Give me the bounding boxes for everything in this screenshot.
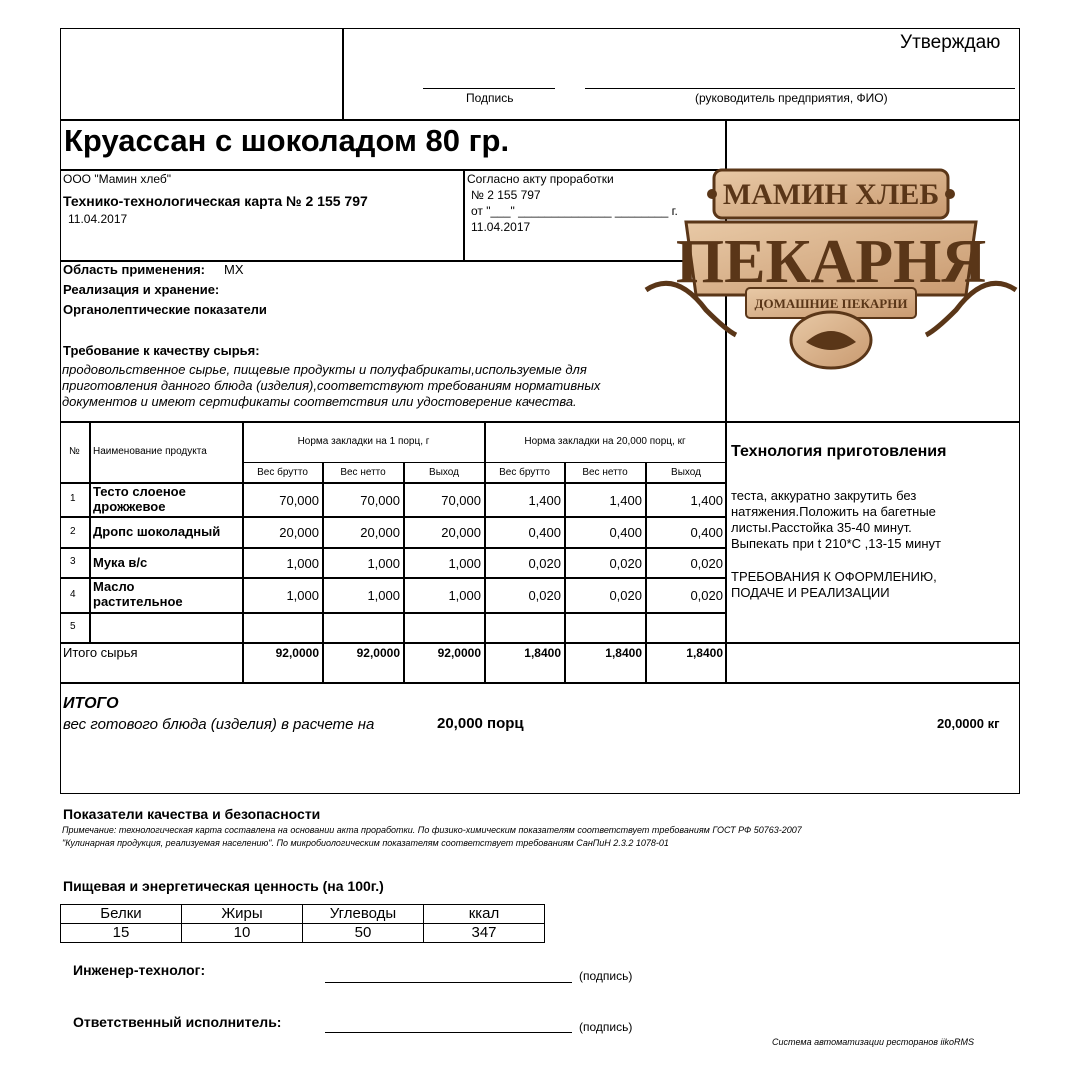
act-number: № 2 155 797	[471, 188, 541, 202]
cell: 1,000	[448, 556, 481, 571]
manager-caption: (руководитель предприятия, ФИО)	[695, 91, 888, 105]
table-bottom	[60, 682, 1020, 684]
nutrition-value-fat: 10	[182, 924, 303, 943]
logo-main-text: ПЕКАРНЯ	[675, 228, 987, 296]
sub-gross-1: Вес брутто	[257, 467, 308, 478]
cell: 0,020	[609, 556, 642, 571]
row4-bottom	[60, 612, 726, 614]
sub-net-1: Вес нетто	[340, 467, 386, 478]
nutrition-header-carbs: Углеводы	[303, 905, 424, 924]
nutrition-header-protein: Белки	[61, 905, 182, 924]
row2-bottom	[60, 547, 726, 549]
storage-label: Реализация и хранение:	[63, 282, 220, 297]
card-date: 11.04.2017	[68, 212, 128, 226]
quality-title: Показатели качества и безопасности	[63, 806, 321, 822]
logo-top-text: МАМИН ХЛЕБ	[722, 178, 940, 211]
total-cell: 92,0000	[356, 646, 400, 660]
logo-sub-text: ДОМАШНИЕ ПЕКАРНИ	[754, 296, 908, 311]
itogo-label: ИТОГО	[63, 695, 119, 712]
cell: 0,020	[528, 588, 561, 603]
nutrition-title: Пищевая и энергетическая ценность (на 100г.)	[63, 878, 384, 894]
footer-system: Система автоматизации ресторанов iikoRMS	[772, 1037, 974, 1047]
row-no: 5	[70, 621, 76, 632]
total-label: Итого сырья	[63, 645, 138, 660]
table-top	[60, 421, 1020, 423]
card-title: Технико-технологическая карта № 2 155 797	[63, 193, 368, 209]
row-no: 3	[70, 556, 76, 567]
scope-label: Область применения:	[63, 262, 205, 277]
engineer-signature-caption: (подпись)	[579, 969, 633, 983]
cell: 1,000	[367, 588, 400, 603]
cell: 0,020	[690, 588, 723, 603]
nutrition-value-protein: 15	[61, 924, 182, 943]
cell: 1,000	[286, 556, 319, 571]
act-divider-v	[463, 169, 465, 261]
row1-bottom	[60, 516, 726, 518]
total-cell: 1,8400	[686, 646, 723, 660]
nutrition-header-kcal: ккал	[424, 905, 545, 924]
quality-note-2: "Кулинарная продукция, реализуемая населению". По микробиологическим показателям соответствует требованиям СанПиН 2.3.2 1078-01	[62, 838, 669, 848]
header-divider-v	[342, 28, 344, 120]
row-name: Масло растительное	[93, 579, 183, 609]
cell: 1,400	[528, 493, 561, 508]
cell: 1,400	[690, 493, 723, 508]
nutrition-header-fat: Жиры	[182, 905, 303, 924]
total-cell: 92,0000	[437, 646, 481, 660]
itogo-weight: 20,0000 кг	[937, 716, 1000, 731]
col-no-divider	[89, 421, 91, 643]
responsible-signature-line	[325, 1032, 572, 1033]
cell: 0,020	[528, 556, 561, 571]
engineer-signature-line	[325, 982, 572, 983]
cell: 1,000	[286, 588, 319, 603]
organoleptic-label: Органолептические показатели	[63, 302, 267, 317]
quality-label: Требование к качеству сырья:	[63, 343, 260, 358]
cell: 20,000	[360, 525, 400, 540]
nutrition-table	[60, 904, 545, 943]
act-label: Согласно акту проработки	[467, 172, 614, 186]
cell: 0,400	[528, 525, 561, 540]
col-name-header: Наименование продукта	[93, 446, 207, 457]
header-divider-h	[60, 119, 1020, 121]
itogo-portions: 20,000 порц	[437, 715, 524, 732]
cell: 70,000	[279, 493, 319, 508]
cell: 0,020	[690, 556, 723, 571]
approve-label: Утверждаю	[900, 32, 1001, 53]
col-group-divider	[484, 421, 486, 683]
col-no-header: №	[69, 446, 80, 457]
quality-text: продовольственное сырье, пищевые продукты и полуфабрикаты,используемые для приготовления данного блюда (изделия),соответствуют требованиям нормативных документов и имеют сертификаты соответствия или удостоверение качества.	[62, 362, 601, 409]
cell: 0,400	[690, 525, 723, 540]
signature-caption: Подпись	[466, 91, 514, 105]
sub-out-1: Выход	[429, 467, 459, 478]
cell: 0,020	[609, 588, 642, 603]
itogo-text: вес готового блюда (изделия) в расчете на	[63, 716, 375, 733]
cell: 70,000	[441, 493, 481, 508]
cell: 1,000	[367, 556, 400, 571]
company-name: ООО "Мамин хлеб"	[63, 172, 171, 186]
cell: 70,000	[360, 493, 400, 508]
cell: 1,400	[609, 493, 642, 508]
act-from: от "___" ______________ ________ г.	[471, 204, 678, 218]
manager-line	[585, 88, 1015, 89]
row-name: Тесто слоеное дрожжевое	[93, 484, 186, 514]
act-date: 11.04.2017	[471, 220, 531, 234]
signature-line	[423, 88, 555, 89]
nutrition-value-kcal: 347	[424, 924, 545, 943]
sub-out-2: Выход	[671, 467, 701, 478]
sub-net-2: Вес нетто	[582, 467, 628, 478]
row-name: Мука в/с	[93, 555, 148, 570]
nutrition-value-carbs: 50	[303, 924, 424, 943]
row-no: 2	[70, 526, 76, 537]
tech-requirements: ТРЕБОВАНИЯ К ОФОРМЛЕНИЮ, ПОДАЧЕ И РЕАЛИЗАЦИИ	[731, 569, 937, 600]
cell: 0,400	[609, 525, 642, 540]
sub-gross-2: Вес брутто	[499, 467, 550, 478]
quality-note-1: Примечание: технологическая карта составлена на основании акта проработки. По физико-химическим показателям соответствует требованиям ГОСТ РФ 50763-2007	[62, 825, 802, 835]
bakery-logo	[636, 160, 1026, 380]
total-cell: 92,0000	[275, 646, 319, 660]
total-cell: 1,8400	[605, 646, 642, 660]
dish-title: Круассан с шоколадом 80 гр.	[64, 123, 510, 158]
cell: 20,000	[279, 525, 319, 540]
cell: 1,000	[448, 588, 481, 603]
group1-header: Норма закладки на 1 порц, г	[297, 436, 430, 447]
scope-value: МХ	[224, 262, 244, 277]
total-cell: 1,8400	[524, 646, 561, 660]
row-no: 1	[70, 493, 76, 504]
cell: 20,000	[441, 525, 481, 540]
tech-text: теста, аккуратно закрутить без натяжения.Положить на багетные листы.Расстойка 35-40 минут. Выпекать при t 210*С ,13-15 минут	[731, 488, 941, 551]
col-name-divider	[242, 421, 244, 683]
group2-header: Норма закладки на 20,000 порц, кг	[524, 436, 686, 447]
responsible-label: Ответственный исполнитель:	[73, 1014, 282, 1030]
engineer-label: Инженер-технолог:	[73, 962, 206, 978]
row-no: 4	[70, 589, 76, 600]
title-underline	[60, 169, 726, 171]
row5-bottom	[60, 642, 1020, 644]
tech-title: Технология приготовления	[731, 443, 947, 460]
row-name: Дропс шоколадный	[93, 524, 221, 539]
responsible-signature-caption: (подпись)	[579, 1020, 633, 1034]
